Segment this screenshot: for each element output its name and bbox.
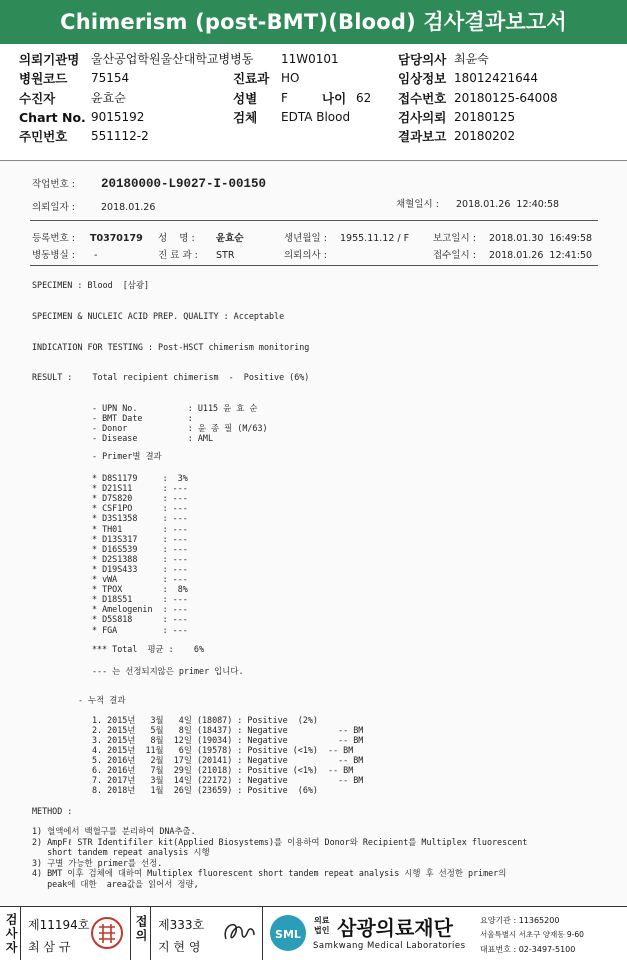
- patient-value: 윤효순: [91, 91, 126, 105]
- report-label: 보고일시 :: [433, 233, 476, 244]
- history-line: 7. 2017년 3월 14일 (22172) : Negative -- BM: [92, 775, 364, 785]
- primers-line: * FGA : ---: [92, 624, 188, 635]
- primers-line: * D2S1388 : ---: [92, 553, 188, 564]
- primers-line: * D16S539 : ---: [92, 543, 188, 554]
- primers-line: * D18S51 : ---: [92, 594, 188, 605]
- specimen-value: EDTA Blood: [281, 110, 351, 124]
- primers-line: * Amelogenin : ---: [92, 604, 188, 615]
- clinical-info-value: 18012421644: [454, 71, 538, 85]
- dept-label: 진료과: [233, 71, 270, 86]
- primers-line: * D8S1179 : 3%: [92, 473, 188, 483]
- info-row: [0, 89, 627, 108]
- history-line: 2. 2015년 5월 8일 (18437) : Negative -- BM: [92, 725, 364, 735]
- hospital-code-label: 병원코드: [19, 71, 68, 86]
- confirm-box: [150, 907, 263, 960]
- dept: STR: [216, 250, 235, 261]
- rule: [30, 265, 598, 266]
- receipt-label: 접수일시 :: [433, 250, 476, 261]
- requester-label: 의뢰의사 :: [284, 250, 327, 261]
- quality-line: SPECIMEN & NUCLEIC ACID PREP. QUALITY : Acceptable: [32, 311, 285, 321]
- history-header: - 누적 결과: [78, 695, 126, 705]
- info-row: [0, 50, 627, 69]
- primers-line: * D7S820 : ---: [92, 493, 188, 504]
- methods-line: short tandem repeat analysis 시행: [32, 847, 210, 857]
- info-row: [0, 108, 627, 127]
- rule: [30, 220, 598, 221]
- receipt-date: 2018.01.26 12:41:50: [489, 250, 593, 261]
- institution-code: 11W0101: [281, 52, 339, 66]
- receipt-value: 20180125-64008: [454, 91, 558, 105]
- dept-value: HO: [281, 71, 300, 85]
- primers-line: * TH01 : ---: [92, 523, 188, 534]
- methods-line: 4) BMT 이후 검체에 대하여 Multiplex fluorescent short tandem repeat analysis 시행 후 선정한 primer의: [32, 868, 507, 878]
- report-date-value: 20180202: [454, 129, 516, 143]
- primer-header: - Primer별 결과: [92, 451, 162, 461]
- details-line: - BMT Date :: [92, 413, 193, 423]
- history-line: 6. 2016년 7월 29일 (21018) : Positive (<1%) -- BM: [92, 765, 354, 775]
- confirm-license: 제333호: [158, 918, 205, 932]
- report-title: Chimerism (post-BMT)(Blood) 검사결과보고서: [60, 10, 567, 34]
- history-line: 1. 2015년 3월 4일 (18087) : Positive (2%): [92, 715, 318, 725]
- signature-icon: [220, 917, 258, 949]
- primers-line: * D3S1358 : ---: [92, 513, 188, 524]
- institution-number: 요양기관 : 11365200: [480, 916, 560, 925]
- info-row: [0, 127, 627, 146]
- doctor-value: 최윤숙: [454, 52, 489, 66]
- details-line: - Donor : 윤 종 필 (M/63): [92, 423, 268, 433]
- org-address: 서울특별시 서초구 양재동 9-60: [480, 930, 584, 939]
- note-line: --- 는 선정되지않은 primer 입니다.: [92, 666, 244, 676]
- confirm-name: 지 현 영: [158, 940, 201, 954]
- org-prefix: 의료법인: [314, 916, 330, 935]
- doctor-label: 담당의사: [398, 52, 447, 67]
- primers-line: * D21S11 : ---: [92, 483, 188, 494]
- primers-line: * D19S433 : ---: [92, 563, 188, 574]
- org-phone: 대표번호 : 02-3497-5100: [480, 945, 576, 954]
- age-label: 나이: [322, 91, 347, 106]
- examiner-name: 최 삼 규: [28, 940, 71, 954]
- primers-line: * CSF1PO : ---: [92, 503, 188, 514]
- result-line: RESULT : Total recipient chimerism - Positive (6%): [32, 372, 310, 382]
- request-date-value: 20180125: [454, 110, 516, 124]
- report-date-label: 결과보고: [398, 129, 447, 144]
- sex-label: 성별: [233, 91, 258, 106]
- clinical-info-label: 임상정보: [398, 71, 447, 86]
- total-line: *** Total 평균 : 6%: [92, 644, 204, 654]
- details-line: - Disease : AML: [92, 433, 214, 443]
- ward: -: [94, 250, 98, 261]
- sml-logo-icon: [268, 913, 308, 953]
- examiner-seal-icon: [90, 916, 124, 950]
- chart-no-label: Chart No.: [19, 110, 86, 125]
- primers-line: * TPOX : 8%: [92, 584, 188, 595]
- primers-line: * D13S317 : ---: [92, 533, 188, 544]
- rrn-label: 주민번호: [19, 129, 68, 144]
- dept-label: 진 료 과 :: [158, 250, 198, 261]
- examiner-label-box: [0, 907, 21, 960]
- reg-no-label: 등록번호 :: [32, 233, 75, 244]
- signature-footer: [0, 906, 627, 960]
- request-date: 2018.01.26: [101, 202, 156, 213]
- scanned-report: [0, 161, 627, 906]
- name-label: 성 명 :: [158, 233, 195, 244]
- sex-value: F: [281, 91, 288, 105]
- primers-line: * D5S818 : ---: [92, 614, 188, 625]
- primers-line: * vWA : ---: [92, 574, 188, 584]
- chart-no-value: 9015192: [91, 110, 145, 124]
- history-line: 5. 2016년 2월 17일 (20141) : Negative -- BM: [92, 755, 364, 765]
- methods-line: 3) 구별 가능한 primer를 선정.: [32, 857, 163, 868]
- collect-label: 채혈일시 :: [396, 199, 439, 210]
- rrn-value: 551112-2: [91, 129, 149, 143]
- method-header: METHOD :: [32, 806, 73, 816]
- hospital-code-value: 75154: [91, 71, 130, 85]
- examiner-label: 검사자: [4, 913, 18, 955]
- patient-name: 윤효순: [216, 233, 244, 244]
- methods-line: 1) 혈액에서 백혈구를 분리하여 DNA추출.: [32, 826, 196, 836]
- collect-date: 2018.01.26 12:40:58: [456, 199, 560, 210]
- history-line: 4. 2015년 11월 6일 (19578) : Positive (<1%) -- BM: [92, 745, 354, 755]
- patient-info-panel: [0, 44, 627, 160]
- org-name: 삼광의료재단: [337, 916, 453, 940]
- methods-line: peak에 대한 area값을 읽어서 정량,: [32, 878, 199, 889]
- dob: 1955.11.12 / F: [340, 233, 410, 244]
- institution-value: 울산공업학원울산대학교병병동: [91, 52, 254, 66]
- request-date-label: 의뢰일자 :: [32, 202, 75, 213]
- request-date-label: 검사의뢰: [398, 110, 447, 125]
- details-line: - UPN No. : U115 윤 효 순: [92, 403, 258, 413]
- examiner-license: 제11194호: [28, 918, 90, 932]
- age-value: 62: [356, 91, 372, 105]
- org-english: Samkwang Medical Laboratories: [313, 941, 466, 951]
- info-row: [0, 69, 627, 88]
- confirm-label-box: [130, 907, 151, 960]
- institution-label: 의뢰기관명: [19, 52, 80, 67]
- sml-logo-text: SML: [275, 928, 301, 941]
- patient-label: 수진자: [19, 91, 56, 106]
- receipt-label: 접수번호: [398, 91, 447, 106]
- dob-label: 생년월일 :: [284, 233, 327, 244]
- specimen-label: 검체: [233, 110, 258, 125]
- work-no-label: 작업번호 :: [32, 179, 75, 190]
- indication-line: INDICATION FOR TESTING : Post-HSCT chimerism monitoring: [32, 342, 310, 352]
- history-line: 3. 2015년 8월 12일 (19034) : Negative -- BM: [92, 735, 364, 745]
- work-no: 20180000-L9027-I-00150: [101, 177, 267, 191]
- specimen-line: SPECIMEN : Blood [삼광]: [32, 280, 150, 290]
- history-line: 8. 2018년 1월 26일 (23659) : Positive (6%): [92, 785, 318, 795]
- examiner-box: [20, 907, 131, 960]
- report-title-bar: [0, 0, 627, 44]
- confirm-label: 접의: [134, 915, 148, 943]
- report-date: 2018.01.30 16:49:58: [489, 233, 593, 244]
- ward-label: 병동병실 :: [32, 250, 75, 261]
- reg-no: T0370179: [90, 233, 143, 244]
- methods-line: 2) AmpFℓ STR Identifiler kit(Applied Biosystems)를 이용하여 Donor와 Recipient를 Multiplex fluorescent: [32, 836, 528, 847]
